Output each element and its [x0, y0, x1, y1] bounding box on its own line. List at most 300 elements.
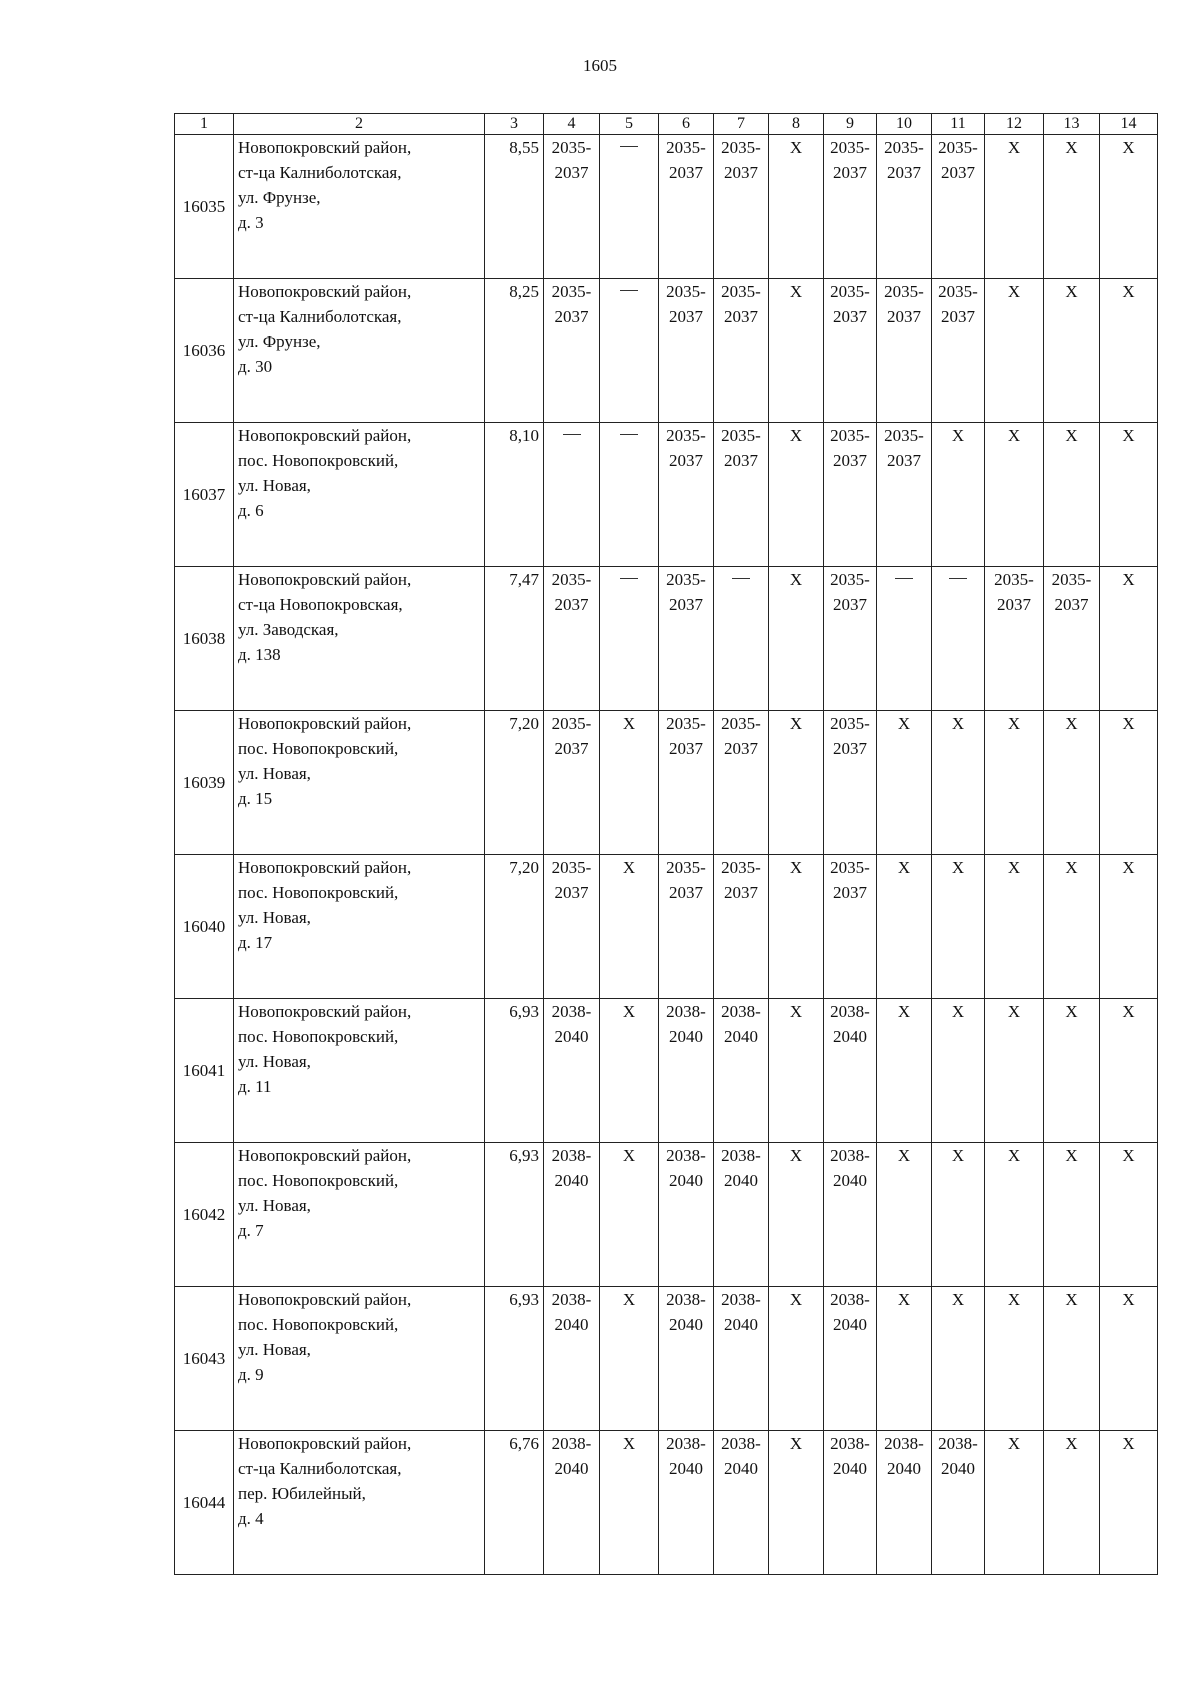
- period-start: 2035-: [666, 282, 706, 301]
- period-cell: [932, 135, 985, 279]
- row-number: 16035: [175, 135, 234, 279]
- table-header-row: [175, 114, 1158, 135]
- mark-cell: X: [769, 1287, 824, 1431]
- period-cell: [544, 855, 600, 999]
- address-line: д. 138: [238, 645, 281, 664]
- table-body: [175, 114, 1158, 1575]
- mark-cell: X: [1044, 855, 1100, 999]
- table-row: [175, 999, 1158, 1143]
- mark-cell: X: [769, 1431, 824, 1575]
- mark-cell: X: [1100, 567, 1158, 711]
- row-number: 16037: [175, 423, 234, 567]
- row-number: 16040: [175, 855, 234, 999]
- period-cell: [544, 1287, 600, 1431]
- period-cell: [877, 279, 932, 423]
- period-start: 2035-: [830, 570, 870, 589]
- column-header-7: 7: [714, 114, 769, 135]
- area-cell: 7,47: [485, 567, 544, 711]
- period-start: 2035-: [666, 138, 706, 157]
- mark-cell: X: [1044, 1143, 1100, 1287]
- address-line: ул. Новая,: [238, 476, 311, 495]
- period-cell: [824, 135, 877, 279]
- period-start: 2038-: [721, 1002, 761, 1021]
- mark-cell: X: [985, 423, 1044, 567]
- period-cell: [659, 711, 714, 855]
- row-number: 16044: [175, 1431, 234, 1575]
- period-cell: [659, 855, 714, 999]
- period-end: 2037: [669, 163, 703, 182]
- mark-cell: X: [1100, 855, 1158, 999]
- period-start: 2035-: [884, 282, 924, 301]
- mark-cell: X: [1044, 279, 1100, 423]
- period-start: 2035-: [830, 282, 870, 301]
- period-cell: [714, 999, 769, 1143]
- period-end: 2037: [997, 595, 1031, 614]
- period-start: 2038-: [721, 1434, 761, 1453]
- table-row: [175, 711, 1158, 855]
- period-cell: [544, 711, 600, 855]
- period-cell: [824, 711, 877, 855]
- period-end: 2040: [669, 1171, 703, 1190]
- period-start: 2038-: [830, 1146, 870, 1165]
- mark-cell: X: [769, 711, 824, 855]
- period-start: 2038-: [666, 1146, 706, 1165]
- period-end: 2040: [554, 1315, 589, 1334]
- row-number: 16041: [175, 999, 234, 1143]
- mark-cell: X: [600, 1431, 659, 1575]
- period-end: 2040: [724, 1027, 758, 1046]
- address-line: ул. Новая,: [238, 1340, 311, 1359]
- address-line: пос. Новопокровский,: [238, 739, 399, 758]
- address-cell: [234, 279, 485, 423]
- column-header-12: 12: [985, 114, 1044, 135]
- mark-cell: X: [932, 423, 985, 567]
- period-start: 2035-: [1051, 570, 1092, 589]
- mark-cell: X: [1044, 135, 1100, 279]
- period-cell: [824, 999, 877, 1143]
- period-end: 2037: [887, 163, 921, 182]
- period-end: 2040: [724, 1459, 758, 1478]
- period-cell: [659, 1287, 714, 1431]
- row-number: 16038: [175, 567, 234, 711]
- period-end: 2037: [669, 451, 703, 470]
- period-start: 2035-: [830, 138, 870, 157]
- period-cell: [824, 1431, 877, 1575]
- period-end: 2037: [669, 883, 703, 902]
- table-row: [175, 567, 1158, 711]
- address-cell: [234, 711, 485, 855]
- mark-cell: X: [877, 999, 932, 1143]
- dash-mark: [895, 578, 913, 579]
- mark-cell: X: [769, 855, 824, 999]
- period-start: 2035-: [830, 858, 870, 877]
- period-end: 2040: [724, 1315, 758, 1334]
- row-number: 16039: [175, 711, 234, 855]
- dash-mark: [949, 578, 967, 579]
- period-end: 2040: [554, 1027, 589, 1046]
- column-header-14: 14: [1100, 114, 1158, 135]
- period-start: 2038-: [551, 1146, 592, 1165]
- period-start: 2038-: [721, 1146, 761, 1165]
- period-end: 2037: [724, 451, 758, 470]
- address-line: ст-ца Новопокровская,: [238, 595, 403, 614]
- period-cell: [824, 855, 877, 999]
- address-line: ул. Заводская,: [238, 620, 339, 639]
- address-line: Новопокровский район,: [238, 714, 412, 733]
- mark-cell: X: [1044, 999, 1100, 1143]
- period-end: 2037: [724, 163, 758, 182]
- period-cell: [714, 423, 769, 567]
- address-line: ст-ца Калниболотская,: [238, 307, 402, 326]
- address-cell: [234, 423, 485, 567]
- period-end: 2040: [669, 1027, 703, 1046]
- mark-cell: X: [877, 711, 932, 855]
- mark-cell: X: [600, 1143, 659, 1287]
- dash-cell: [932, 567, 985, 711]
- period-end: 2037: [554, 595, 589, 614]
- area-cell: 6,93: [485, 999, 544, 1143]
- period-cell: [544, 1431, 600, 1575]
- period-end: 2040: [941, 1459, 975, 1478]
- period-cell: [714, 279, 769, 423]
- address-line: пос. Новопокровский,: [238, 1171, 399, 1190]
- table-row: [175, 855, 1158, 999]
- mark-cell: X: [985, 999, 1044, 1143]
- column-header-3: 3: [485, 114, 544, 135]
- dash-mark: [563, 434, 581, 435]
- mark-cell: X: [1100, 999, 1158, 1143]
- period-end: 2040: [724, 1171, 758, 1190]
- period-cell: [544, 1143, 600, 1287]
- period-start: 2038-: [666, 1434, 706, 1453]
- period-end: 2037: [669, 739, 703, 758]
- period-cell: [659, 423, 714, 567]
- address-cell: [234, 135, 485, 279]
- period-start: 2035-: [666, 426, 706, 445]
- address-cell: [234, 1143, 485, 1287]
- period-start: 2035-: [721, 138, 761, 157]
- period-end: 2040: [833, 1459, 867, 1478]
- address-line: пос. Новопокровский,: [238, 883, 399, 902]
- period-end: 2037: [833, 451, 867, 470]
- period-cell: [659, 279, 714, 423]
- table-row: [175, 279, 1158, 423]
- period-start: 2038-: [830, 1002, 870, 1021]
- period-cell: [714, 855, 769, 999]
- period-end: 2037: [554, 739, 589, 758]
- period-start: 2035-: [938, 282, 978, 301]
- period-start: 2035-: [551, 282, 592, 301]
- dash-cell: [600, 423, 659, 567]
- mark-cell: X: [1100, 135, 1158, 279]
- period-cell: [877, 135, 932, 279]
- table-row: [175, 1143, 1158, 1287]
- address-line: д. 6: [238, 501, 264, 520]
- period-end: 2040: [833, 1027, 867, 1046]
- mark-cell: X: [1100, 711, 1158, 855]
- dash-mark: [732, 578, 750, 579]
- period-start: 2038-: [666, 1002, 706, 1021]
- mark-cell: X: [1044, 711, 1100, 855]
- dash-cell: [877, 567, 932, 711]
- period-start: 2035-: [551, 714, 592, 733]
- address-line: Новопокровский район,: [238, 1290, 412, 1309]
- address-line: Новопокровский район,: [238, 282, 412, 301]
- period-cell: [544, 135, 600, 279]
- period-end: 2037: [833, 307, 867, 326]
- dash-mark: [620, 290, 638, 291]
- address-line: Новопокровский район,: [238, 1002, 412, 1021]
- address-cell: [234, 999, 485, 1143]
- period-cell: [985, 567, 1044, 711]
- period-cell: [659, 1431, 714, 1575]
- address-line: д. 15: [238, 789, 273, 808]
- column-header-9: 9: [824, 114, 877, 135]
- mark-cell: X: [932, 855, 985, 999]
- mark-cell: X: [1100, 1287, 1158, 1431]
- page-number: 1605: [583, 56, 617, 75]
- period-cell: [714, 1431, 769, 1575]
- period-cell: [932, 1431, 985, 1575]
- period-end: 2040: [669, 1459, 703, 1478]
- period-start: 2038-: [551, 1002, 592, 1021]
- period-cell: [824, 567, 877, 711]
- period-cell: [544, 999, 600, 1143]
- address-line: ул. Фрунзе,: [238, 332, 321, 351]
- period-start: 2035-: [884, 426, 924, 445]
- mark-cell: X: [600, 999, 659, 1143]
- address-cell: [234, 855, 485, 999]
- period-end: 2037: [941, 307, 975, 326]
- dash-cell: [714, 567, 769, 711]
- mark-cell: X: [985, 1431, 1044, 1575]
- dash-mark: [620, 146, 638, 147]
- address-line: ул. Новая,: [238, 1052, 311, 1071]
- mark-cell: X: [985, 855, 1044, 999]
- address-line: д. 4: [238, 1509, 264, 1528]
- area-cell: 6,76: [485, 1431, 544, 1575]
- mark-cell: X: [1100, 279, 1158, 423]
- period-cell: [659, 999, 714, 1143]
- address-line: Новопокровский район,: [238, 570, 412, 589]
- period-end: 2037: [724, 883, 758, 902]
- address-cell: [234, 567, 485, 711]
- table-row: [175, 1287, 1158, 1431]
- period-end: 2037: [887, 307, 921, 326]
- column-header-11: 11: [932, 114, 985, 135]
- period-start: 2035-: [721, 426, 761, 445]
- mark-cell: X: [932, 1143, 985, 1287]
- period-end: 2037: [833, 163, 867, 182]
- mark-cell: X: [932, 999, 985, 1143]
- period-start: 2038-: [938, 1434, 978, 1453]
- period-start: 2038-: [666, 1290, 706, 1309]
- address-cell: [234, 1431, 485, 1575]
- period-end: 2037: [833, 883, 867, 902]
- period-cell: [544, 567, 600, 711]
- period-end: 2037: [1054, 595, 1089, 614]
- period-start: 2035-: [830, 714, 870, 733]
- area-cell: 8,25: [485, 279, 544, 423]
- mark-cell: X: [1044, 1431, 1100, 1575]
- address-line: ул. Новая,: [238, 764, 311, 783]
- mark-cell: X: [769, 567, 824, 711]
- period-end: 2037: [724, 739, 758, 758]
- period-start: 2035-: [666, 714, 706, 733]
- mark-cell: X: [1100, 1143, 1158, 1287]
- period-start: 2038-: [884, 1434, 924, 1453]
- period-cell: [714, 711, 769, 855]
- table-row: [175, 1431, 1158, 1575]
- address-line: пос. Новопокровский,: [238, 1027, 399, 1046]
- mark-cell: X: [600, 855, 659, 999]
- address-line: д. 17: [238, 933, 273, 952]
- dash-cell: [600, 567, 659, 711]
- period-cell: [714, 1287, 769, 1431]
- period-cell: [659, 567, 714, 711]
- period-end: 2040: [833, 1171, 867, 1190]
- area-cell: 8,55: [485, 135, 544, 279]
- area-cell: 8,10: [485, 423, 544, 567]
- dash-cell: [544, 423, 600, 567]
- period-start: 2035-: [666, 858, 706, 877]
- mark-cell: X: [985, 135, 1044, 279]
- column-header-10: 10: [877, 114, 932, 135]
- address-line: д. 11: [238, 1077, 272, 1096]
- area-cell: 7,20: [485, 711, 544, 855]
- mark-cell: X: [932, 711, 985, 855]
- period-start: 2038-: [721, 1290, 761, 1309]
- period-end: 2040: [554, 1459, 589, 1478]
- period-end: 2037: [724, 307, 758, 326]
- dash-cell: [600, 135, 659, 279]
- mark-cell: X: [877, 1143, 932, 1287]
- period-end: 2037: [669, 307, 703, 326]
- address-line: Новопокровский район,: [238, 426, 412, 445]
- period-end: 2037: [941, 163, 975, 182]
- area-cell: 6,93: [485, 1287, 544, 1431]
- period-start: 2035-: [551, 138, 592, 157]
- period-start: 2035-: [721, 714, 761, 733]
- address-line: пос. Новопокровский,: [238, 451, 399, 470]
- mark-cell: X: [769, 423, 824, 567]
- row-number: 16043: [175, 1287, 234, 1431]
- mark-cell: X: [985, 1287, 1044, 1431]
- period-start: 2035-: [551, 858, 592, 877]
- period-end: 2040: [669, 1315, 703, 1334]
- period-end: 2040: [887, 1459, 921, 1478]
- period-end: 2037: [554, 883, 589, 902]
- table-row: [175, 423, 1158, 567]
- dash-mark: [620, 434, 638, 435]
- period-start: 2035-: [938, 138, 978, 157]
- address-line: ул. Новая,: [238, 908, 311, 927]
- mark-cell: X: [600, 711, 659, 855]
- period-start: 2035-: [721, 282, 761, 301]
- mark-cell: X: [769, 999, 824, 1143]
- period-cell: [714, 1143, 769, 1287]
- mark-cell: X: [985, 279, 1044, 423]
- area-cell: 7,20: [485, 855, 544, 999]
- period-cell: [824, 1287, 877, 1431]
- column-header-5: 5: [600, 114, 659, 135]
- mark-cell: X: [877, 1287, 932, 1431]
- mark-cell: X: [985, 711, 1044, 855]
- address-line: ул. Новая,: [238, 1196, 311, 1215]
- period-end: 2037: [669, 595, 703, 614]
- mark-cell: X: [877, 855, 932, 999]
- period-end: 2040: [833, 1315, 867, 1334]
- address-line: Новопокровский район,: [238, 1146, 412, 1165]
- address-line: пер. Юбилейный,: [238, 1484, 366, 1503]
- period-cell: [932, 279, 985, 423]
- mark-cell: X: [932, 1287, 985, 1431]
- period-cell: [877, 423, 932, 567]
- period-cell: [659, 1143, 714, 1287]
- table-row: [175, 135, 1158, 279]
- period-end: 2040: [554, 1171, 589, 1190]
- period-start: 2035-: [830, 426, 870, 445]
- dash-cell: [600, 279, 659, 423]
- period-start: 2038-: [551, 1290, 592, 1309]
- column-header-2: 2: [234, 114, 485, 135]
- column-header-8: 8: [769, 114, 824, 135]
- period-cell: [824, 279, 877, 423]
- address-line: д. 9: [238, 1365, 264, 1384]
- period-end: 2037: [887, 451, 921, 470]
- mark-cell: X: [769, 135, 824, 279]
- period-start: 2035-: [721, 858, 761, 877]
- period-cell: [824, 423, 877, 567]
- period-start: 2035-: [551, 570, 592, 589]
- period-cell: [824, 1143, 877, 1287]
- period-end: 2037: [554, 307, 589, 326]
- row-number: 16036: [175, 279, 234, 423]
- column-header-13: 13: [1044, 114, 1100, 135]
- mark-cell: X: [769, 1143, 824, 1287]
- mark-cell: X: [600, 1287, 659, 1431]
- address-line: ст-ца Калниболотская,: [238, 163, 402, 182]
- period-start: 2035-: [994, 570, 1034, 589]
- address-line: Новопокровский район,: [238, 1434, 412, 1453]
- mark-cell: X: [1044, 423, 1100, 567]
- dash-mark: [620, 578, 638, 579]
- address-line: пос. Новопокровский,: [238, 1315, 399, 1334]
- registry-table: [174, 113, 1158, 1575]
- period-cell: [1044, 567, 1100, 711]
- column-header-6: 6: [659, 114, 714, 135]
- area-cell: 6,93: [485, 1143, 544, 1287]
- period-start: 2038-: [551, 1434, 592, 1453]
- period-start: 2038-: [830, 1290, 870, 1309]
- period-start: 2038-: [830, 1434, 870, 1453]
- mark-cell: X: [1100, 1431, 1158, 1575]
- column-header-1: 1: [175, 114, 234, 135]
- period-end: 2037: [554, 163, 589, 182]
- period-cell: [659, 135, 714, 279]
- address-line: Новопокровский район,: [238, 858, 412, 877]
- address-cell: [234, 1287, 485, 1431]
- period-end: 2037: [833, 595, 867, 614]
- period-start: 2035-: [884, 138, 924, 157]
- address-line: ст-ца Калниболотская,: [238, 1459, 402, 1478]
- address-line: д. 7: [238, 1221, 264, 1240]
- period-cell: [877, 1431, 932, 1575]
- mark-cell: X: [1044, 1287, 1100, 1431]
- address-line: ул. Фрунзе,: [238, 188, 321, 207]
- period-end: 2037: [833, 739, 867, 758]
- column-header-4: 4: [544, 114, 600, 135]
